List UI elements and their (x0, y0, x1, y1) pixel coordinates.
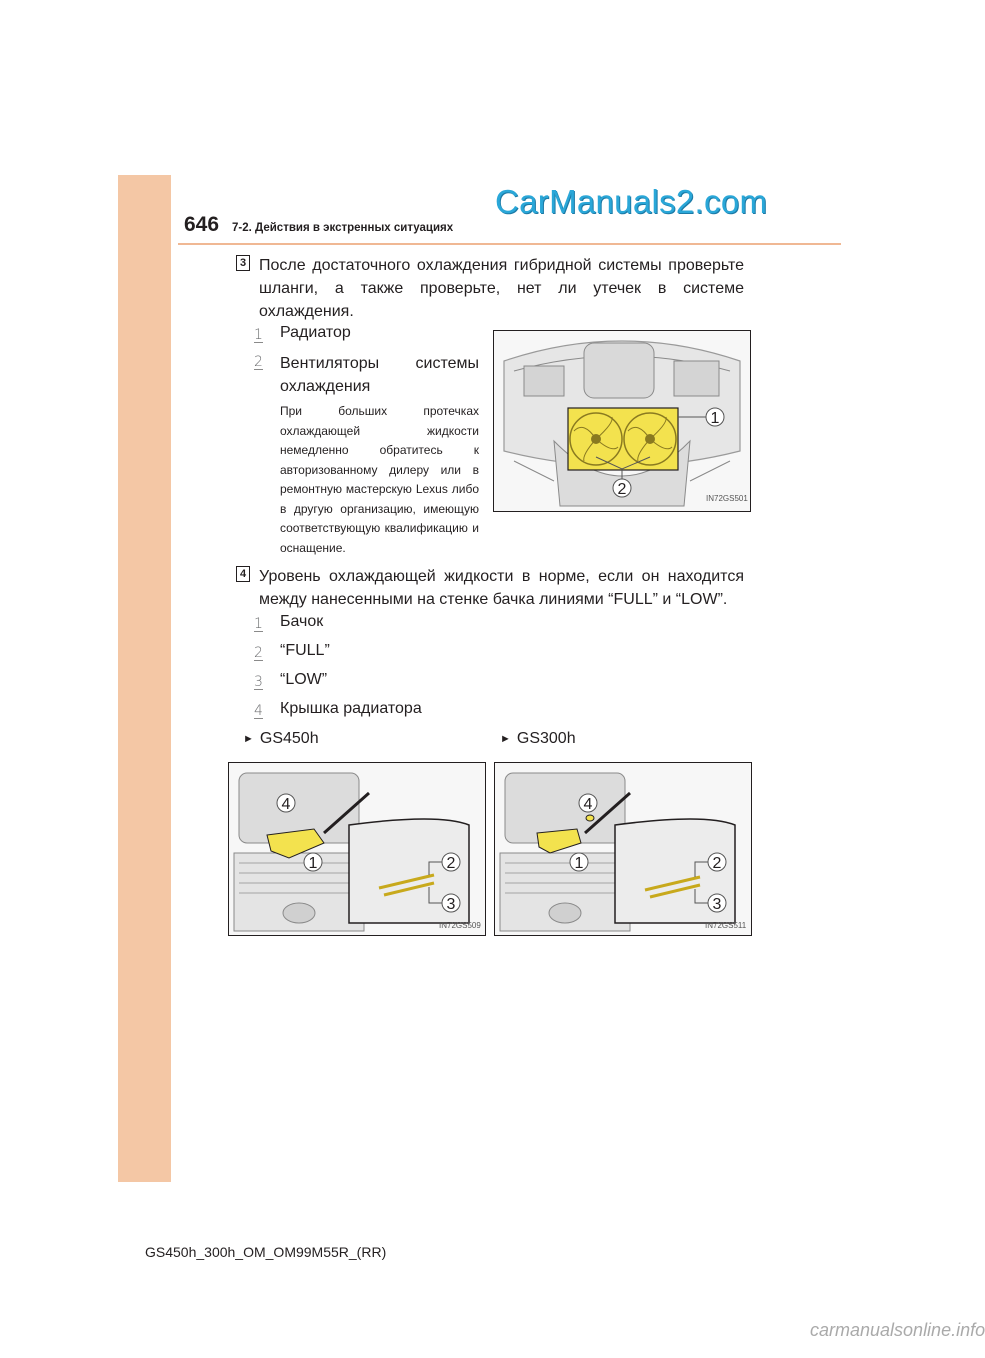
item-label-fans: Вентиляторы системы охлаждения (280, 355, 479, 395)
callout-2: 2 (446, 855, 456, 872)
callout-3: 3 (446, 896, 456, 913)
callout-1: 1 (710, 410, 720, 427)
callout-1: 1 (308, 855, 318, 872)
step-badge-4: 4 (236, 566, 250, 582)
figure-code: IN72GS509 (439, 921, 481, 930)
callout-4: 4 (281, 796, 291, 813)
section-title: 7-2. Действия в экстренных ситуациях (232, 222, 454, 234)
callout-3: 3 (712, 896, 722, 913)
arrow-right-icon: ► (500, 733, 511, 745)
step4-text: Уровень охлаждающей жидкости в норме, если он находится между нанесенными на стенке бачка линиями “FULL” и “LOW”. (259, 568, 744, 608)
callout-2: 2 (712, 855, 722, 872)
chapter-sidebar-tab (118, 175, 171, 1182)
variant-gs450h: ► GS450h (243, 730, 319, 747)
watermark-logo: CarManuals2.com (495, 183, 768, 220)
item-label-full: “FULL” (280, 642, 330, 659)
variant-gs300h: ► GS300h (500, 730, 576, 747)
reservoir-illustration-gs300h (495, 763, 751, 935)
item-number: 1 (254, 616, 263, 632)
site-logo[interactable]: carmanualsonline.info (810, 1320, 985, 1340)
reservoir-figure-gs300h (494, 762, 752, 936)
callout-2: 2 (617, 481, 627, 498)
item-number: 2 (254, 354, 263, 370)
step3-text: После достаточного охлаждения гибридной системы проверьте шланги, а также проверьте, нет ли утечек в системе охлаждения. (259, 257, 744, 320)
item-number: 4 (254, 703, 263, 719)
engine-bay-figure (493, 330, 751, 512)
arrow-right-icon: ► (243, 733, 254, 745)
item-number: 1 (254, 327, 263, 343)
item-label-radiator: Радиатор (280, 324, 351, 341)
callout-1: 1 (574, 855, 584, 872)
page-number: 646 (184, 213, 220, 236)
reservoir-figure-gs450h (228, 762, 486, 936)
figure-code: IN72GS501 (706, 494, 748, 503)
callout-4: 4 (583, 796, 593, 813)
engine-bay-illustration (494, 331, 750, 511)
item-number: 2 (254, 645, 263, 661)
item-label-low: “LOW” (280, 671, 328, 688)
leak-note: При больших протечках охлаждающей жидкости немедленно обратитесь к авторизованному дилеру или в ремонтную мастерскую Lexus либо в другую организацию, имеющую соответствующую квалификацию и оснащение. (280, 404, 479, 555)
reservoir-illustration-gs450h (229, 763, 485, 935)
document-code: GS450h_300h_OM_OM99M55R_(RR) (145, 1244, 387, 1260)
figure-code: IN72GS511 (705, 921, 747, 930)
item-label-reservoir: Бачок (280, 613, 324, 630)
step-badge-3: 3 (236, 255, 250, 271)
header-divider (178, 243, 841, 245)
item-label-radiator-cap: Крышка радиатора (280, 700, 422, 717)
item-number: 3 (254, 674, 263, 690)
